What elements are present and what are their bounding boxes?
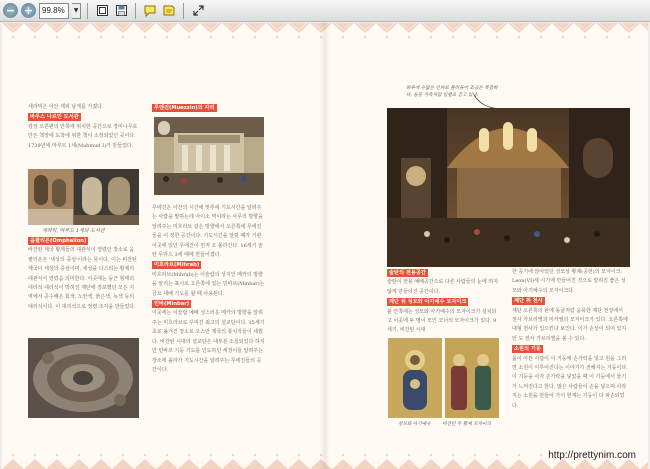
section-header: 제단 위 천사	[514, 298, 543, 305]
zoom-out-icon[interactable]: −	[3, 3, 18, 18]
zoom-in-icon[interactable]: +	[21, 3, 36, 18]
comment-icon[interactable]	[142, 3, 158, 19]
page-gutter	[320, 23, 330, 469]
section-header: 소원의 기둥	[514, 346, 541, 353]
expand-icon[interactable]	[190, 3, 206, 19]
save-icon[interactable]	[113, 3, 129, 19]
photo-caption: 세라믹, 마루드 1세의 도서관	[42, 228, 105, 234]
photo-muezzin	[154, 117, 264, 195]
body-text: 미흐라브(Mihrab)는 이슬람의 성지인 메카의 방향을 알리는 표시로 오른쪽에 있는 민바르(Minbar)는 금요 대배 기도를 할 때 사용된다.	[152, 271, 265, 297]
body-text: 광장 오른편의 안쪽에 위치한 공간으로 장미나무로 만든 책장에 도착에 위한 책이 소장되었던 곳이다. 1739년에 마루트 1세(Mahmud I)가 만들었다.	[28, 123, 138, 149]
column-3	[387, 268, 499, 336]
intro-text: 세라믹은 아잔 캐피 남게를 가졌다.	[28, 104, 104, 110]
column-1	[28, 103, 138, 151]
chevron-down-icon[interactable]: ▼	[72, 3, 81, 19]
magazine-spread[interactable]	[2, 23, 648, 469]
toolbar-divider	[87, 3, 88, 19]
photo-mosaic-left	[388, 338, 442, 418]
photo-mosaic-right	[445, 338, 499, 418]
fit-page-icon[interactable]	[94, 3, 110, 19]
column-2	[152, 103, 264, 113]
site-watermark: http://prettynim.com	[548, 450, 636, 461]
toolbar-divider	[135, 3, 136, 19]
section-header: 무엔진(Muezzin)의 자리	[154, 105, 215, 111]
body-text: 무에진은 아잔의 시간에 맞추에 기도시간을 알려주는 사람을 말하는데 아이소 역이라는 사무의 방향을 알려주는 미흐라브 같은 방향에서 오른쪽에 무에진들을 이 정한 공간이다. 기도시간을 알릴 때가 기관 이곳에 있던 무에진이 먼저 오 올라간다. 16세기 술탄 무라드 3세 때에 만들어졌다.	[152, 205, 263, 259]
body-text: 술탄이 전용 예배공간으로 다른 사람들의 눈에 띄지 않게 만들어진 공간이다.	[387, 279, 498, 295]
section-header: 제단 위 성모와 아기예수 모자이크	[389, 299, 467, 306]
body-text: 제단 오른쪽의 판에 동굴처럼 움푹한 제단 천장에서 천사 가브리엘과 미카엘의 모자이크가 있다. 오른쪽에 대형 천사가 일으킨다 보인다. 이가 손상이 되어 있지만 도 천사 가브리엘을 볼 수 있다.	[512, 307, 628, 342]
column-2-lower	[152, 204, 266, 375]
toolbar-divider	[183, 3, 184, 19]
photo-hagia-sophia-interior	[387, 108, 630, 267]
zoom-input[interactable]: 99.8%	[39, 3, 69, 19]
section-header: 술탄의 전용공간	[389, 270, 426, 276]
section-header: 옴팔리온(Omphalion)	[30, 238, 87, 244]
photo-library	[28, 169, 139, 225]
section-header: 바우스 나르인 도서관	[30, 114, 79, 121]
section-header: 미흐라브(Mihrab)	[154, 262, 200, 269]
body-text: 블 안쪽에는 성모와 아기예수의 모자이크가 설치되고 이곳에 두 명이 모인 코너의 모자이크가 있다. 9세기, 비잔틴 시대	[387, 308, 497, 334]
body-text: 한 공기에 앉아있던 성모상 황제(공헌)의 모자이크. Leon(VI)세 시기에 만들어진 것으로 알려진 좋은 성모와 아기예수의 모자이크다.	[512, 269, 626, 294]
photo-annotation: 하루에 수많은 인파로 몰려들어 조금은 복잡하다, 동물 가족처럼 일렬로 걷고 있다.	[406, 86, 498, 98]
highlight-icon[interactable]	[161, 3, 177, 19]
body-text: 이곳에는 이슬람 예배 성스러운 메카의 방향을 알려주는 미흐라브로 꾸며진 최고의 설교단이다. 15세기 초로 옮겨진 장소로 오스만 제국의 통치자들이 세웠다. 비잔틴 시대의 설교단은 대부분 소실되었다 하지만 민바르 기둥 기도를 인도하던 세정이들 알려주는 장소에 올라가 기도시간을 알려주는 무에진들의 공간이다.	[152, 310, 265, 373]
body-text: 몸이 아픈 사람이 이 기둥에 손가락을 넣고 원을 그리면 소원이 이루어진다는 이야기가 전해지는 기둥이다. 이 기둥을 사자 손가락을 넣었을 때 이 기둥에서 물기가 느껴진다고 한다. 많은 사람들이 손을 넣으며 사라지는 소원을 만들어 가서 현재는 기둥이 다 파손되었다.	[512, 355, 628, 409]
photo-omphalion	[28, 338, 139, 418]
section-header: 민바(Minbar)	[154, 301, 190, 308]
column-1-lower	[28, 236, 138, 312]
column-4	[512, 268, 628, 411]
photo-caption: 성모와 아기예수 비잔틴 두 황제 모자이크	[398, 422, 491, 427]
body-text: 바잔틴 제국 황제들의 대관식이 열렸던 장소로 옴팔리온은 '세상의 중심'이라는 뜻이다. 이는 비잔틴 제국이 세상의 중심이며, 세상을 다스리는 황제의 대관식이 열렸음 의미한다. 이곳에는 둥근 형태의 대리석 대리석이 박혀진 계단에 장포했던 모든 지역에서 공수해온 회색, 노란색, 붉은색, 녹색 등의 대리석이다. 이 대리석으로 정령 조각을 만들었다.	[28, 247, 137, 310]
pdf-toolbar	[0, 0, 650, 22]
